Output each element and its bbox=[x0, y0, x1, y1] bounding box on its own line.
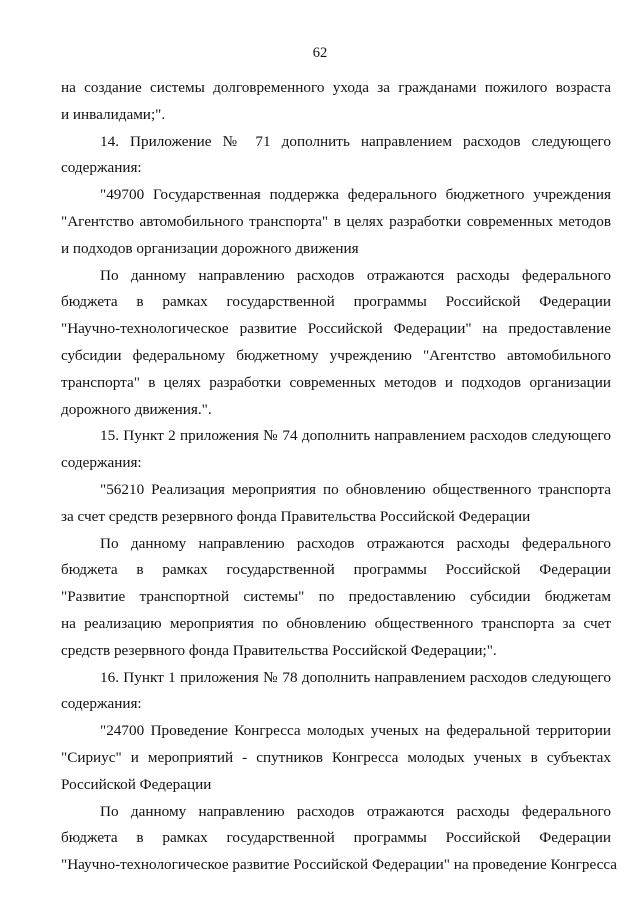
text-line: субсидии федеральному бюджетному учреждению "Агентство автомобильного bbox=[61, 346, 611, 364]
text-line: 16. Пункт 1 приложения № 78 дополнить направлением расходов следующего bbox=[100, 668, 611, 686]
text-line: По данному направлению расходов отражаются расходы федерального bbox=[100, 802, 611, 820]
text-line: и подходов организации дорожного движения bbox=[61, 239, 359, 257]
text-line: "49700 Государственная поддержка федерального бюджетного учреждения bbox=[100, 186, 611, 204]
text-line: за счет средств резервного фонда Правительства Российской Федерации bbox=[61, 507, 531, 525]
text-line: Российской Федерации bbox=[61, 775, 212, 793]
text-line: "Научно-технологическое развитие Российской Федерации" на предоставление bbox=[61, 320, 611, 338]
text-line: на реализацию мероприятия по обновлению общественного транспорта за счет bbox=[61, 614, 611, 632]
text-line: содержания: bbox=[61, 454, 142, 472]
text-line: 15. Пункт 2 приложения № 74 дополнить направлением расходов следующего bbox=[100, 427, 611, 445]
text-line: содержания: bbox=[61, 159, 142, 177]
text-line: на создание системы долговременного ухода за гражданами пожилого возраста bbox=[61, 79, 611, 96]
text-line: "Развитие транспортной системы" по предоставлению субсидии бюджетам bbox=[61, 588, 611, 606]
text-line: транспорта" в целях разработки современных методов и подходов организации bbox=[61, 373, 611, 391]
text-line: "56210 Реализация мероприятия по обновлению общественного транспорта bbox=[100, 480, 611, 498]
page-number: 62 bbox=[312, 45, 328, 61]
text-line: средств резервного фонда Правительства Российской Федерации;". bbox=[61, 641, 497, 659]
text-line: содержания: bbox=[61, 695, 142, 713]
text-line: По данному направлению расходов отражаются расходы федерального bbox=[100, 266, 611, 284]
text-line: и инвалидами;". bbox=[61, 105, 166, 123]
text-line: "24700 Проведение Конгресса молодых ученых на федеральной территории bbox=[100, 722, 611, 740]
text-line: "Сириус" и мероприятий - спутников Конгресса молодых ученых в субъектах bbox=[61, 748, 611, 766]
text-line: "Агентство автомобильного транспорта" в целях разработки современных методов bbox=[61, 212, 611, 230]
document-body bbox=[61, 75, 618, 879]
text-line: дорожного движения.". bbox=[61, 400, 212, 418]
text-line: 14. Приложение № 71 дополнить направлением расходов следующего bbox=[100, 132, 611, 150]
text-line: бюджета в рамках государственной программы Российской Федерации bbox=[61, 561, 611, 579]
text-line: бюджета в рамках государственной программы Российской Федерации bbox=[61, 293, 611, 311]
text-line: "Научно-технологическое развитие Российской Федерации" на проведение Конгресса bbox=[61, 856, 618, 874]
text-line: По данному направлению расходов отражаются расходы федерального bbox=[100, 534, 611, 552]
text-line: бюджета в рамках государственной программы Российской Федерации bbox=[61, 829, 611, 847]
